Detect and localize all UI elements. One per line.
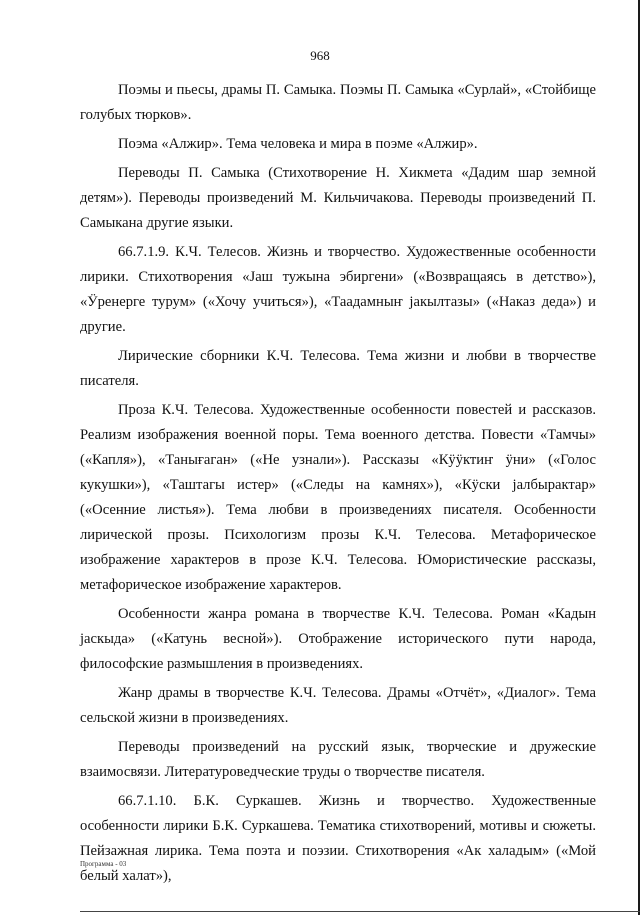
paragraph: Лирические сборники К.Ч. Телесова. Тема жизни и любви в творчестве писателя. [80, 348, 596, 389]
paragraph: 66.7.1.10. Б.К. Суркашев. Жизнь и творчество. Художественные особенности лирики Б.К. Суркашева. Тематика стихотворений, мотивы и сюжеты. Пейзажная лирика. Тема поэта и поэзии. Стихотворения «Ак халадым» («Мой белый халат»), [80, 793, 596, 884]
paragraph: Поэма «Алжир». Тема человека и мира в поэме «Алжир». [118, 136, 478, 152]
paragraph: 66.7.1.9. К.Ч. Телесов. Жизнь и творчество. Художественные особенности лирики. Стихотворения «Јаш тужына эбиргени» («Возвращаясь в детство»), «Ӱренерге турум» («Хочу учиться»), «Таадамныҥ јакылтазы» («Наказ деда») и другие. [80, 244, 596, 335]
paragraph: Жанр драмы в творчестве К.Ч. Телесова. Драмы «Отчёт», «Диалог». Тема сельской жизни в произведениях. [80, 685, 596, 726]
paragraph: Особенности жанра романа в творчестве К.Ч. Телесова. Роман «Кадын јаскыда» («Катунь весной»). Отображение исторического пути народа, философские размышления в произведениях. [80, 606, 596, 672]
scan-edge-bottom [80, 911, 640, 912]
paragraph: Переводы П. Самыка (Стихотворение Н. Хикмета «Дадим шар земной детям»). Переводы произведений М. Кильчичакова. Переводы произведений П. Самыкана другие языки. [80, 165, 596, 231]
footer-label: Программа - 03 [80, 860, 127, 868]
paragraph: Поэмы и пьесы, драмы П. Самыка. Поэмы П. Самыка «Сурлай», «Стойбище голубых тюрков». [80, 82, 596, 123]
paragraph: Проза К.Ч. Телесова. Художественные особенности повестей и рассказов. Реализм изображения военной поры. Тема военного детства. Повести «Тамчы» («Капля»), «Танығаган» («Не узнали»). Рассказы «Кӱӱктиҥ ӱни» («Голос кукушки»), «Таштагы истер» («Следы на камнях»), «Кӱски јалбырактар» («Осенние листья»). Тема любви в произведениях писателя. Особенности лирической прозы. Психологизм прозы К.Ч. Телесова. Метафорическое изображение характеров в прозе К.Ч. Телесова. Юмористические рассказы, метафорическое изображение характеров. [80, 402, 596, 593]
body-text [80, 78, 596, 893]
page-number: 968 [310, 48, 330, 63]
paragraph: Переводы произведений на русский язык, творческие и дружеские взаимосвязи. Литературоведческие труды о творчестве писателя. [80, 739, 596, 780]
